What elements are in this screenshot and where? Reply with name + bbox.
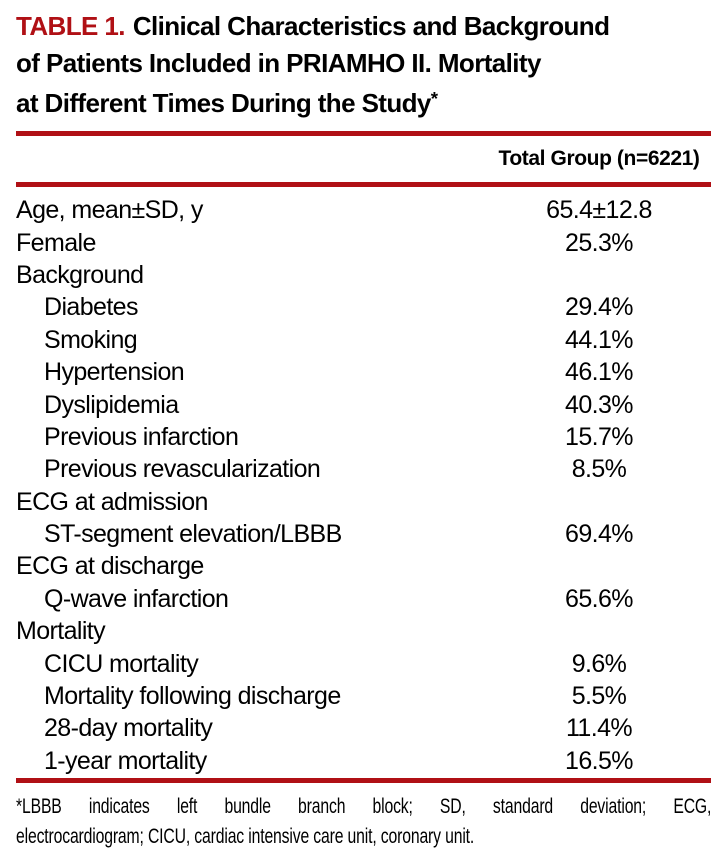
- bottom-rule: [16, 778, 711, 783]
- table-row: [16, 616, 711, 648]
- row-label: Smoking: [44, 325, 138, 354]
- table-title: [16, 8, 711, 122]
- row-value: 40.3%: [565, 390, 633, 419]
- row-label: Hypertension: [44, 358, 185, 387]
- table-row: [16, 324, 711, 356]
- row-value: 9.6%: [571, 649, 627, 678]
- table-row: [16, 454, 711, 486]
- table-row: [16, 195, 711, 227]
- table-body: [16, 187, 711, 778]
- row-value: 65.6%: [565, 584, 633, 613]
- row-label: ST-segment elevation/LBBB: [44, 520, 342, 549]
- row-value: 44.1%: [565, 325, 633, 354]
- table-row: [16, 259, 711, 291]
- row-label: Age, mean±SD, y: [16, 196, 203, 225]
- row-label: Female: [16, 228, 96, 257]
- row-value: 46.1%: [565, 358, 633, 387]
- row-label: Mortality following discharge: [44, 682, 341, 711]
- row-label: Previous infarction: [44, 422, 239, 451]
- table-row: [16, 356, 711, 388]
- row-label: CICU mortality: [44, 649, 199, 678]
- footnote-marker: *: [430, 88, 438, 109]
- table-title-line: of Patients Included in PRIAMHO II. Mortality: [16, 47, 541, 78]
- table-row: [16, 745, 711, 777]
- table-row: [16, 583, 711, 615]
- row-value: 5.5%: [571, 682, 627, 711]
- table-row: [16, 518, 711, 550]
- row-label: ECG at admission: [16, 487, 208, 516]
- row-value: 16.5%: [565, 746, 633, 775]
- row-value: 65.4±12.8: [546, 196, 652, 225]
- row-label: 28-day mortality: [44, 714, 213, 743]
- row-value: 29.4%: [565, 293, 633, 322]
- row-value: 25.3%: [565, 228, 633, 257]
- table-row: [16, 648, 711, 680]
- row-label: Previous revascularization: [44, 455, 321, 484]
- row-value: 15.7%: [565, 422, 633, 451]
- table-row: [16, 227, 711, 259]
- footnote-line: electrocardiogram; CICU, cardiac intensive care unit, coronary unit.: [16, 824, 475, 848]
- table-row: [16, 292, 711, 324]
- row-label: Background: [16, 260, 144, 289]
- table-title-line: [16, 8, 711, 45]
- column-header-row: [16, 136, 711, 182]
- table-title-text: Clinical Characteristics and Background: [132, 11, 610, 41]
- row-value: 69.4%: [565, 520, 633, 549]
- table-row: [16, 486, 711, 518]
- table-row: [16, 389, 711, 421]
- row-value: 11.4%: [565, 714, 633, 743]
- row-label: ECG at discharge: [16, 552, 204, 581]
- row-label: Mortality: [16, 617, 106, 646]
- row-label: Diabetes: [44, 293, 138, 322]
- table-footnote: [16, 792, 711, 852]
- table-number: TABLE 1.: [16, 11, 125, 41]
- row-label: Dyslipidemia: [44, 390, 179, 419]
- table-row: [16, 551, 711, 583]
- total-group-column-header: Total Group (n=6221): [498, 146, 700, 170]
- table-row: [16, 680, 711, 712]
- table-row: [16, 713, 711, 745]
- row-label: 1-year mortality: [44, 746, 207, 775]
- table-row: [16, 421, 711, 453]
- row-value: 8.5%: [571, 455, 627, 484]
- footnote-line: *LBBB indicates left bundle branch block; SD, standard deviation; ECG,: [16, 794, 712, 818]
- table-title-text: at Different Times During the Study: [16, 88, 431, 118]
- row-label: Q-wave infarction: [44, 584, 229, 613]
- table-title-line: [16, 81, 711, 122]
